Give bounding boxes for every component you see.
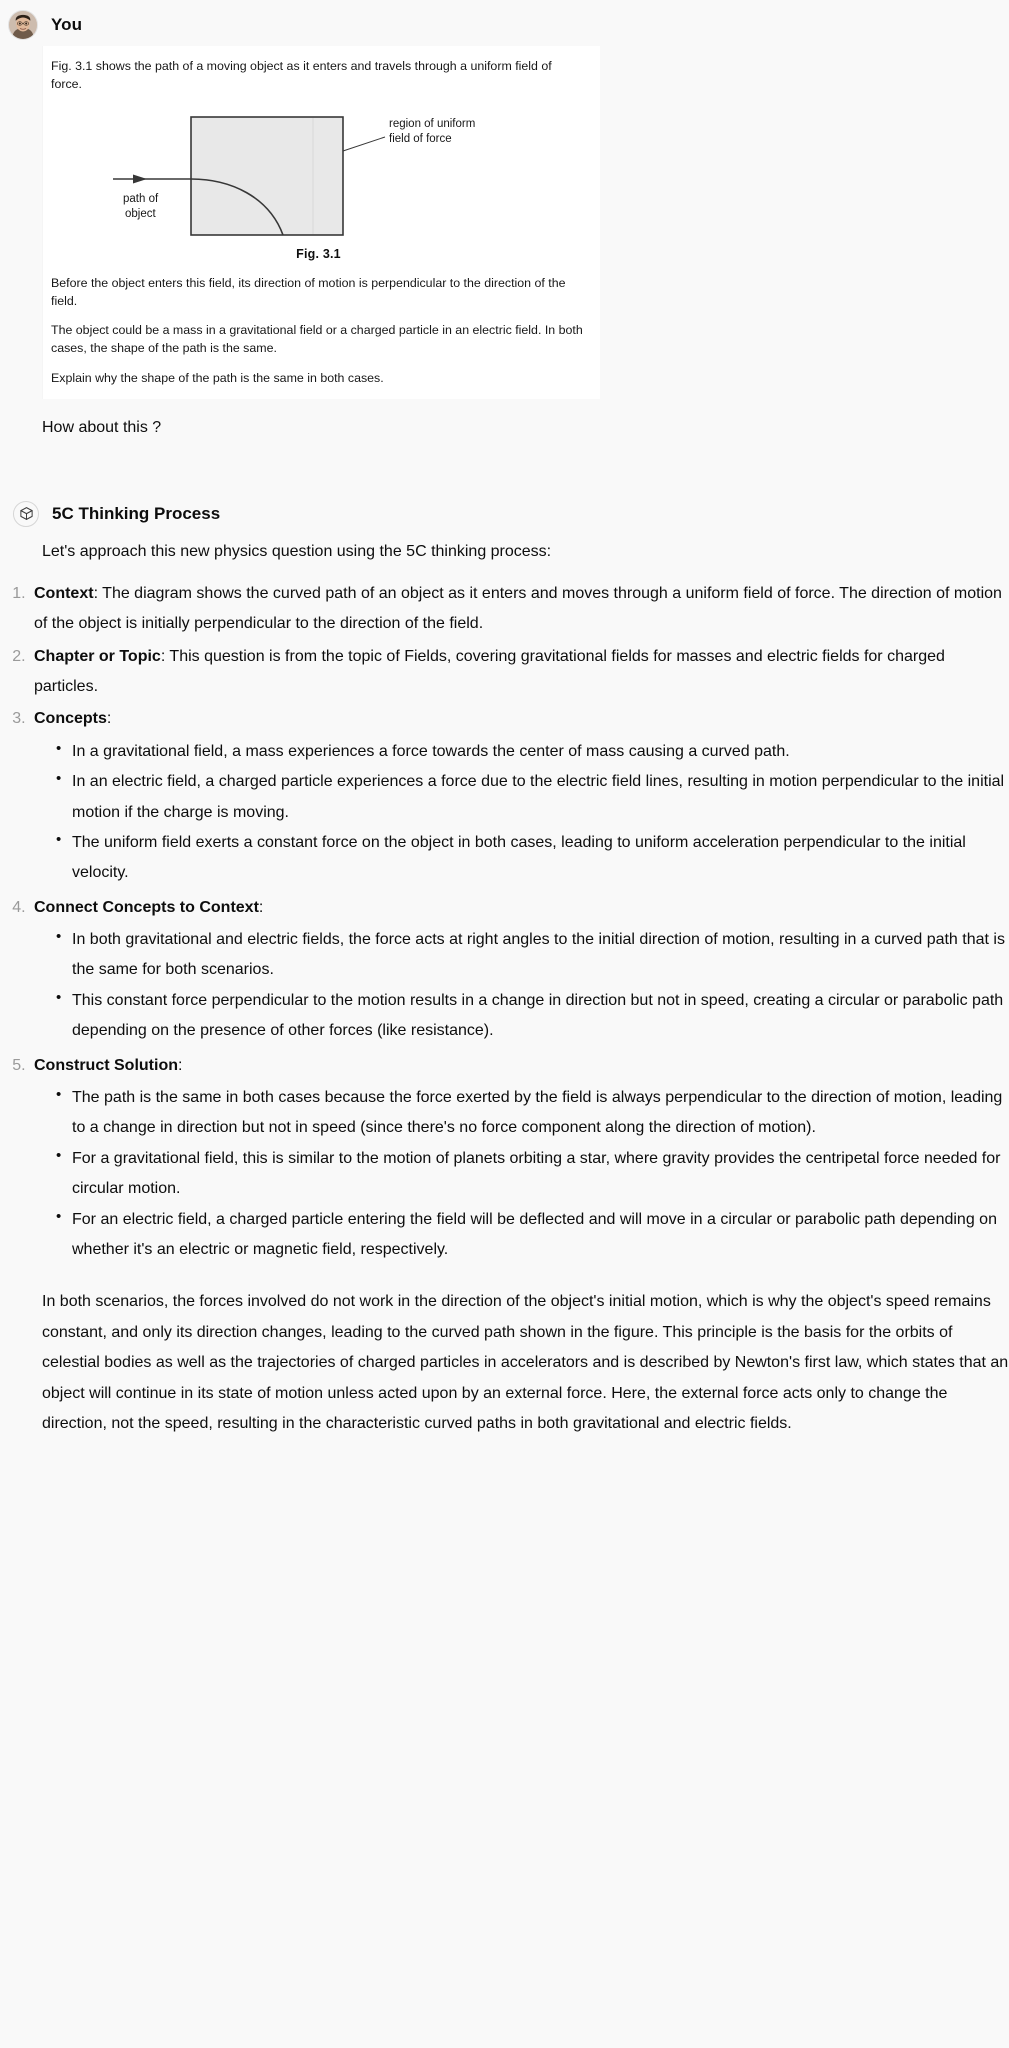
step-heading: Chapter or Topic — [34, 647, 161, 665]
step-bullets — [34, 925, 1009, 1047]
list-item: • In an electric field, a charged particle experiences a force due to the electric field lines, resulting in motion perpendicular to the initial motion if the charge is moving. — [56, 767, 1009, 828]
user-message-header — [0, 10, 1009, 40]
user-photo-avatar-icon — [9, 11, 37, 39]
figure-label-region-line2: field of force — [389, 133, 452, 146]
list-item: • The path is the same in both cases because the force exerted by the field is always perpendicular to the direction of motion, leading to a change in direction but not in speed (since there's no force component along the direction of motion). — [56, 1083, 1009, 1144]
question-image — [42, 46, 600, 399]
assistant-conclusion-wrap — [0, 1287, 1009, 1439]
list-item — [30, 579, 1009, 640]
list-item — [30, 704, 1009, 888]
step-heading: Connect Concepts to Context — [34, 898, 259, 916]
figure-label-path-line2: object — [125, 208, 156, 221]
step-text: : — [177, 1056, 183, 1074]
field-diagram-svg — [51, 105, 591, 245]
list-item — [30, 893, 1009, 1047]
list-item: • The uniform field exerts a constant force on the object in both cases, leading to uniform acceleration perpendicular to the initial velocity. — [56, 828, 1009, 889]
step-text: : The diagram shows the curved path of an object as it enters and moves through a uniform field of force. The direction of motion of the object is initially perpendicular to the direction of the field. — [34, 584, 1002, 633]
step-text: : — [258, 898, 264, 916]
list-item: • In a gravitational field, a mass experiences a force towards the center of mass causing a curved path. — [56, 737, 1009, 767]
step-heading: Concepts — [34, 710, 107, 728]
list-item — [30, 1051, 1009, 1266]
user-message — [0, 0, 1009, 441]
assistant-intro: Let's approach this new physics question using the 5C thinking process: — [42, 542, 552, 560]
question-para-3: The object could be a mass in a gravitational field or a charged particle in an electric field. In both cases, the shape of the path is the same. — [51, 323, 583, 356]
step-text: : — [106, 710, 112, 728]
list-item: • This constant force perpendicular to the motion results in a change in direction but not in speed, creating a circular or parabolic path depending on the presence of other forces (like resistance). — [56, 986, 1009, 1047]
assistant-badge — [13, 501, 39, 527]
assistant-body — [0, 539, 1009, 565]
cube-outline-icon — [19, 506, 34, 521]
assistant-conclusion: In both scenarios, the forces involved do not work in the direction of the object's initial motion, which is why the object's speed remains constant, and only its direction changes, leading to the curved path shown in the figure. This principle is the basis for the orbits of celestial bodies as well as the trajectories of charged particles in accelerators and is described by Newton's first law, which states that an object will continue in its state of motion unless acted upon by an external force. Here, the external force acts only to change the direction, not the speed, resulting in the characteristic curved paths in both gravitational and electric fields. — [42, 1293, 1009, 1432]
assistant-message — [0, 441, 1009, 1439]
avatar — [8, 10, 38, 40]
step-heading: Construct Solution — [34, 1056, 178, 1074]
step-bullets — [34, 737, 1009, 889]
assistant-message-header — [0, 501, 1009, 527]
step-bullets — [34, 1083, 1009, 1265]
figure-label-region-line1: region of uniform — [389, 118, 476, 131]
list-item: • In both gravitational and electric fields, the force acts at right angles to the initial direction of motion, resulting in a curved path that is the same for both scenarios. — [56, 925, 1009, 986]
figure-caption: Fig. 3.1 — [296, 247, 341, 262]
question-para-4: Explain why the shape of the path is the same in both cases. — [51, 370, 384, 385]
list-item: • For an electric field, a charged particle entering the field will be deflected and will move in a circular or parabolic path depending on whether it's an electric or magnetic field, respectively. — [56, 1205, 1009, 1266]
figure-label-path-line1: path of — [123, 193, 159, 206]
question-para-2: Before the object enters this field, its direction of motion is perpendicular to the direction of the field. — [51, 276, 566, 308]
step-text: : This question is from the topic of Fields, covering gravitational fields for masses and electric fields for charged particles. — [34, 647, 945, 695]
figure-3-1 — [51, 105, 586, 245]
step-heading: Context — [34, 584, 94, 602]
user-followup-text: How about this ? — [42, 419, 162, 437]
question-intro-text: Fig. 3.1 shows the path of a moving object as it enters and travels through a uniform field of force. — [51, 59, 552, 91]
assistant-title: 5C Thinking Process — [52, 503, 221, 523]
user-author-name: You — [51, 15, 83, 34]
five-c-steps-list — [0, 579, 1009, 1266]
user-message-body — [0, 46, 1009, 399]
list-item: • For a gravitational field, this is similar to the motion of planets orbiting a star, where gravity provides the centripetal force needed for circular motion. — [56, 1144, 1009, 1205]
list-item — [30, 642, 1009, 703]
